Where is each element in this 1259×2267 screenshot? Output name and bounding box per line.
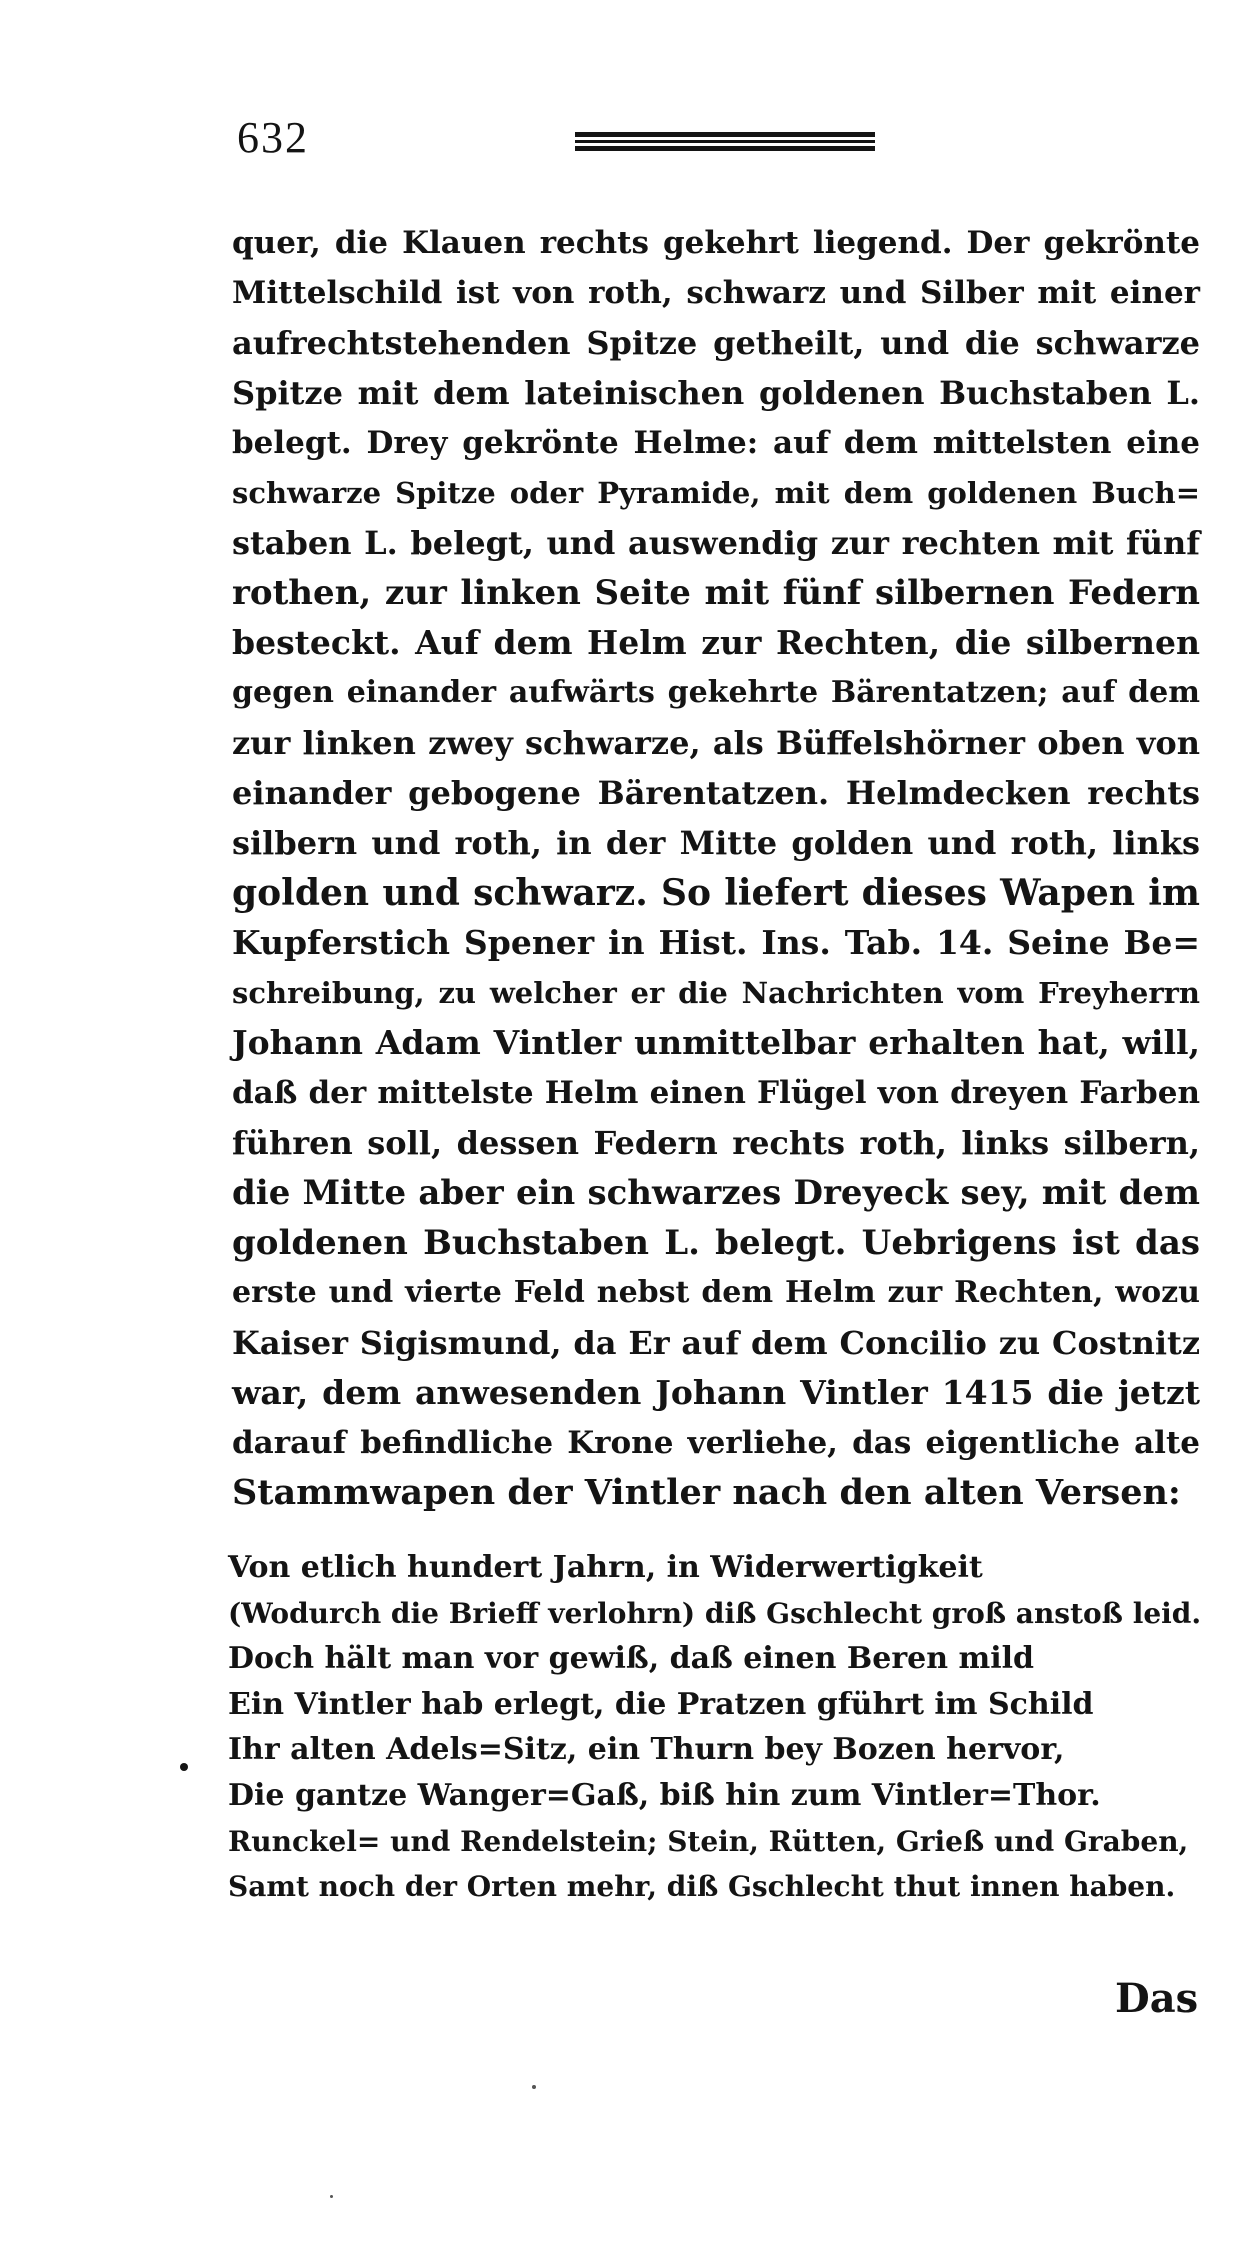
paper-speck bbox=[532, 2085, 536, 2089]
header-rule-ornament bbox=[575, 132, 875, 152]
prose-line: darauf befindliche Krone verliehe, das eigentliche alte bbox=[232, 1425, 1200, 1461]
verse-line: Runckel= und Rendelstein; Stein, Rütten, Grieß und Graben, bbox=[228, 1824, 1189, 1858]
verse-line: Samt noch der Orten mehr, diß Gschlecht thut innen haben. bbox=[228, 1870, 1176, 1904]
prose-line: Kaiser Sigismund, da Er auf dem Concilio zu Costnitz bbox=[232, 1324, 1200, 1362]
verse-line: Doch hält man vor gewiß, daß einen Beren mild bbox=[228, 1641, 1034, 1677]
prose-line: Johann Adam Vintler unmittelbar erhalten hat, will, bbox=[232, 1023, 1200, 1062]
prose-line: einander gebogene Bärentatzen. Helmdecken rechts bbox=[232, 774, 1200, 812]
paper-speck bbox=[330, 2195, 333, 2198]
prose-line: führen soll, dessen Federn rechts roth, links silbern, bbox=[232, 1124, 1200, 1162]
prose-line: Stammwapen der Vintler nach den alten Versen: bbox=[232, 1472, 1181, 1513]
prose-line: zur linken zwey schwarze, als Büffelshörner oben von bbox=[232, 724, 1200, 762]
prose-line: quer, die Klauen rechts gekehrt liegend. Der gekrönte bbox=[232, 225, 1200, 261]
prose-line: erste und vierte Feld nebst dem Helm zur Rechten, wozu bbox=[232, 1275, 1200, 1310]
prose-line: Spitze mit dem lateinischen goldenen Buchstaben L. bbox=[232, 374, 1200, 412]
prose-line: goldenen Buchstaben L. belegt. Uebrigens ist das bbox=[232, 1223, 1200, 1263]
rule-bar bbox=[575, 146, 875, 151]
prose-line: Mittelschild ist von roth, schwarz und Silber mit einer bbox=[232, 275, 1200, 311]
prose-line: silbern und roth, in der Mitte golden und roth, links bbox=[232, 824, 1200, 862]
verse-block bbox=[228, 1545, 1208, 1910]
prose-paragraph bbox=[232, 218, 1200, 1518]
prose-line: aufrechtstehenden Spitze getheilt, und die schwarze bbox=[232, 324, 1200, 362]
catchword: Das bbox=[1115, 1975, 1199, 2022]
prose-line: die Mitte aber ein schwarzes Dreyeck sey, mit dem bbox=[232, 1173, 1200, 1213]
prose-line: daß der mittelste Helm einen Flügel von dreyen Farben bbox=[232, 1075, 1200, 1111]
prose-line: schreibung, zu welcher er die Nachrichten vom Freyherrn bbox=[232, 976, 1200, 1010]
verse-line: Ein Vintler hab erlegt, die Pratzen gführt im Schild bbox=[228, 1686, 1094, 1722]
verse-line: Von etlich hundert Jahrn, in Widerwertigkeit bbox=[228, 1550, 983, 1585]
prose-line: gegen einander aufwärts gekehrte Bärentatzen; auf dem bbox=[232, 675, 1200, 710]
prose-line: besteckt. Auf dem Helm zur Rechten, die silbernen bbox=[232, 623, 1200, 662]
verse-line: Die gantze Wanger=Gaß, biß hin zum Vintler=Thor. bbox=[228, 1777, 1101, 1813]
verse-line: (Wodurch die Brieff verlohrn) diß Gschlecht groß anstoß leid. bbox=[228, 1596, 1202, 1630]
prose-line: belegt. Drey gekrönte Helme: auf dem mittelsten eine bbox=[232, 425, 1200, 461]
prose-line: golden und schwarz. So liefert dieses Wapen im bbox=[232, 872, 1200, 914]
rule-bar bbox=[575, 140, 875, 143]
prose-line: Kupferstich Spener in Hist. Ins. Tab. 14. Seine Be= bbox=[232, 923, 1200, 962]
prose-line: staben L. belegt, und auswendig zur rechten mit fünf bbox=[232, 524, 1200, 562]
prose-line: war, dem anwesenden Johann Vintler 1415 die jetzt bbox=[232, 1373, 1200, 1412]
margin-dot bbox=[180, 1763, 188, 1771]
rule-bar bbox=[575, 132, 875, 137]
prose-line: schwarze Spitze oder Pyramide, mit dem goldenen Buch= bbox=[232, 476, 1200, 510]
page-number: 632 bbox=[237, 113, 309, 162]
prose-line: rothen, zur linken Seite mit fünf silbernen Federn bbox=[232, 573, 1200, 613]
verse-line: Ihr alten Adels=Sitz, ein Thurn bey Bozen hervor, bbox=[228, 1732, 1065, 1768]
